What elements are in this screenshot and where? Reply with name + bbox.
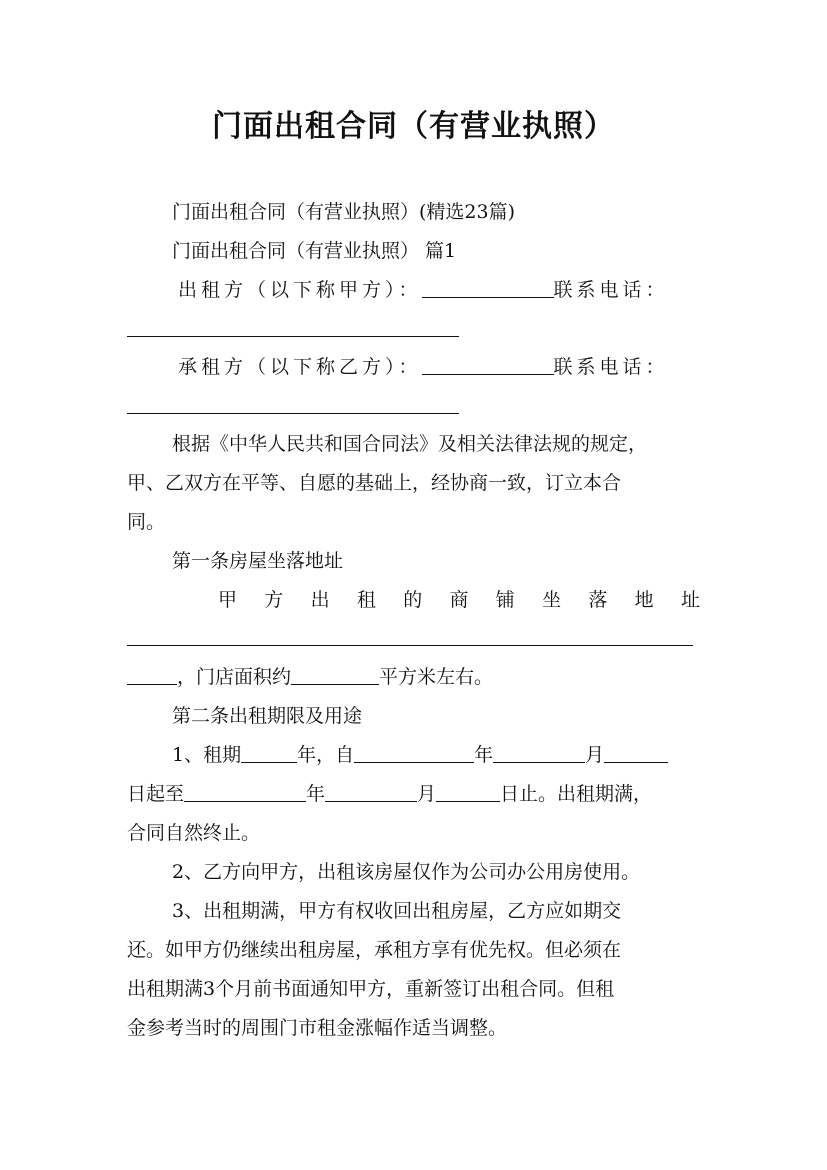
lessor-label: 出租方（以下称甲方）： (178, 279, 422, 301)
intro-line: 门面出租合同（有营业执照）(精选23篇) (172, 201, 516, 223)
area-line (127, 663, 493, 691)
address-char: 出 (310, 589, 330, 611)
address-char: 方 (264, 589, 284, 611)
clause-3-line-4: 金参考当时的周围门市租金涨幅作适当调整。 (127, 1017, 508, 1039)
address-char: 铺 (495, 589, 515, 611)
address-line (218, 586, 700, 614)
lessor-name-blank (422, 277, 554, 298)
end-month-blank (325, 781, 417, 802)
address-char: 商 (449, 589, 469, 611)
address-char: 地 (634, 589, 654, 611)
term-line-3: 合同自然终止。 (127, 822, 261, 844)
lessee-line (178, 353, 669, 381)
article-2-heading: 第二条出租期限及用途 (172, 705, 363, 727)
part-heading: 门面出租合同（有营业执照） 篇1 (172, 240, 457, 262)
clause-3-line-3: 出租期满3个月前书面通知甲方，重新签订出租合同。但租 (127, 978, 615, 1000)
term-from-label: 年，自 (297, 744, 355, 766)
clause-2: 2、乙方向甲方，出租该房屋仅作为公司办公用房使用。 (172, 861, 641, 883)
term-until-label: 日起至 (127, 783, 185, 805)
lessor-phone-blank (127, 336, 459, 337)
basis-line-1: 根据《中华人民共和国合同法》及相关法律法规的规定， (172, 433, 648, 455)
start-month-label: 月 (585, 744, 605, 766)
area-unit: 平方米左右。 (379, 666, 494, 688)
term-line-2 (127, 780, 652, 808)
start-year-blank (354, 742, 474, 763)
clause-3-line-2: 还。如甲方仍继续出租房屋，承租方享有优先权。但必须在 (127, 939, 622, 961)
term-label: 1、租期 (172, 744, 242, 766)
address-char: 的 (403, 589, 423, 611)
end-day-label: 日止。出租期满， (500, 783, 653, 805)
lessee-name-blank (422, 354, 554, 375)
clause-3-line-1: 3、出租期满，甲方有权收回出租房屋，乙方应如期交 (172, 900, 622, 922)
lessor-phone-label: 联系电话： (553, 279, 669, 301)
address-char: 坐 (542, 589, 562, 611)
start-year-label: 年 (474, 744, 494, 766)
term-years-blank (241, 742, 297, 763)
end-year-blank (184, 781, 306, 802)
area-blank (291, 664, 379, 685)
basis-line-2: 甲、乙双方在平等、自愿的基础上，经协商一致，订立本合 (127, 472, 622, 494)
address-char: 甲 (218, 589, 238, 611)
document-title: 门面出租合同（有营业执照） (212, 109, 615, 144)
lessee-phone-blank (127, 413, 459, 414)
basis-line-3: 同。 (127, 511, 166, 533)
address-blank (127, 645, 693, 646)
lessee-phone-label: 联系电话： (553, 356, 669, 378)
end-year-label: 年 (306, 783, 326, 805)
start-day-blank (604, 742, 668, 763)
address-blank-tail (127, 664, 177, 685)
area-label: ，门店面积约 (177, 666, 292, 688)
end-day-blank (436, 781, 500, 802)
address-char: 址 (680, 589, 700, 611)
lessee-label: 承租方（以下称乙方）： (178, 356, 422, 378)
end-month-label: 月 (417, 783, 437, 805)
term-line-1 (172, 741, 668, 769)
start-month-blank (493, 742, 585, 763)
lessor-line (178, 276, 669, 304)
address-char: 租 (356, 589, 376, 611)
address-char: 落 (588, 589, 608, 611)
article-1-heading: 第一条房屋坐落地址 (172, 550, 344, 572)
